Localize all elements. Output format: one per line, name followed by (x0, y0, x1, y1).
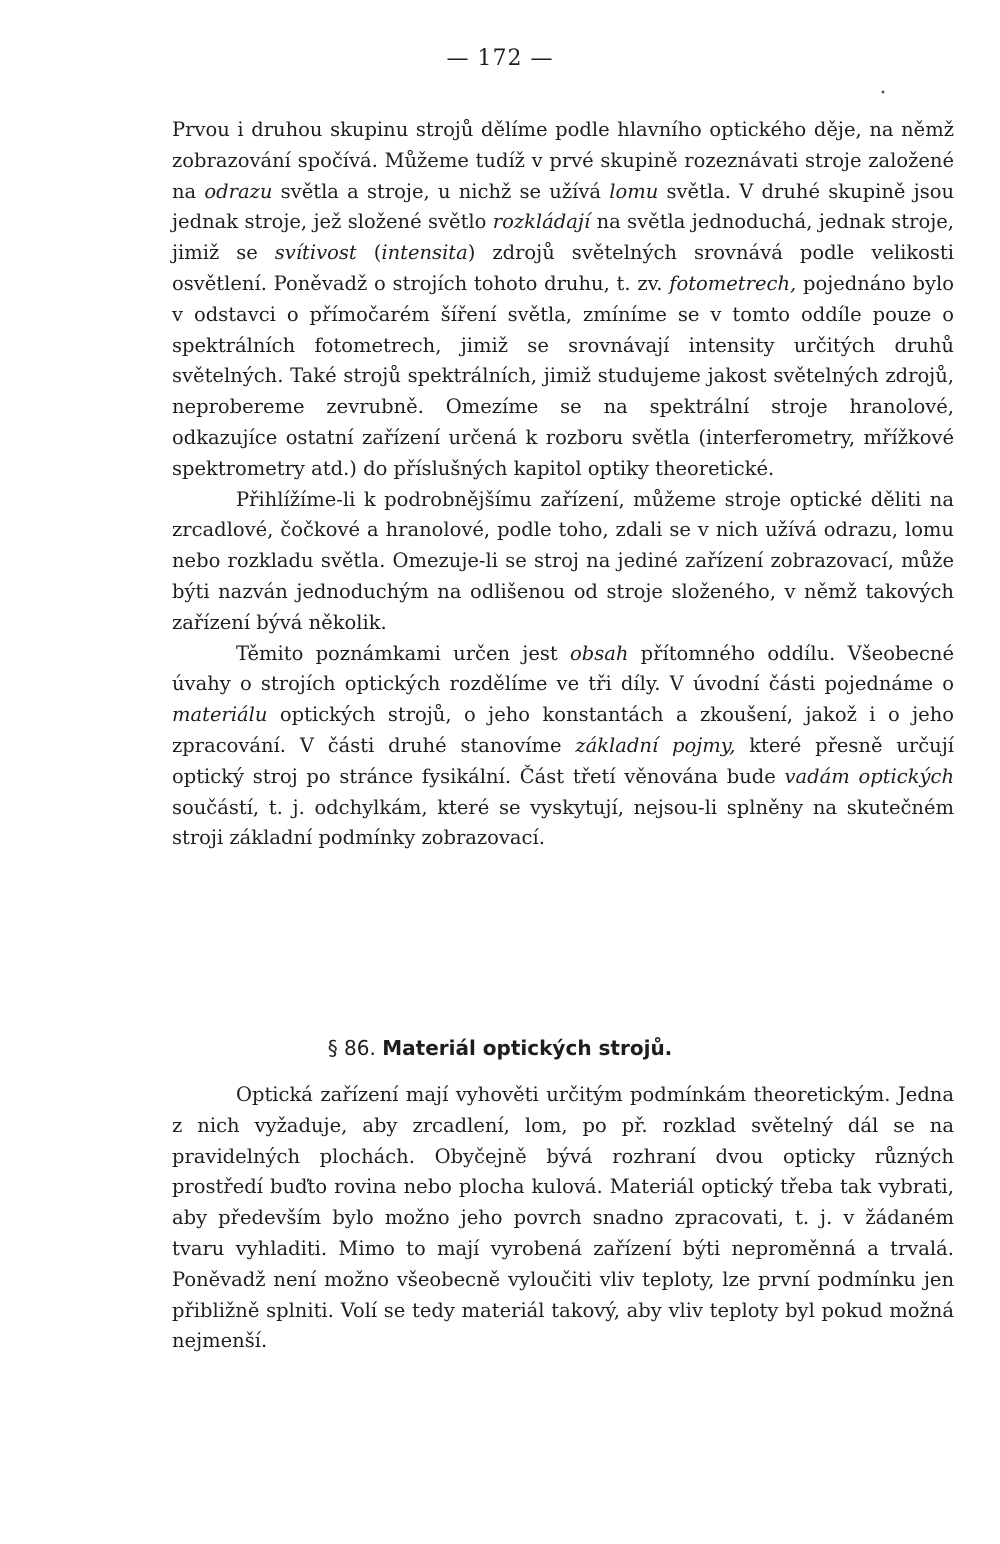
intro-paragraph-1: Prvou i druhou skupinu strojů dělíme podle hlavního optického děje, na němž zobrazování spočívá. Můžeme tudíž v prvé skupině rozeznávati stroje založené na odrazu světla a stroje, u nichž se užívá lomu světla. V druhé skupině jsou jednak stroje, jež složené světlo rozkládají na světla jednoduchá, jednak stroje, jimiž se svítivost (intensita) zdrojů světelných srovnává podle velikosti osvětlení. Poněvadž o strojích tohoto druhu, t. zv. fotometrech, pojednáno bylo v odstavci o přímočarém šíření světla, zmíníme se v tomto oddíle pouze o spektrálních fotometrech, jimiž se srovnávají intensity určitých druhů světelných. Také strojů spektrálních, jimiž studujeme jakost světelných zdrojů, neprobereme zevrubně. Omezíme se na spektrální stroje hranolové, odkazujíce ostatní zařízení určená k rozboru světla (interferometry, mřížkové spektrometry atd.) do příslušných kapitol optiky theoretické. (172, 118, 954, 480)
intro-paragraph-3: Těmito poznámkami určen jest obsah přítomného oddílu. Všeobecné úvahy o strojích optických rozdělíme ve tři díly. V úvodní části pojednáme o materiálu optických strojů, o jeho konstantách a zkoušení, jakož i o jeho zpracování. V části druhé stanovíme základní pojmy, které přesně určují optický stroj po stránce fysikální. Část třetí věnována bude vadám optických součástí, t. j. odchylkám, které se vyskytují, nejsou-li splněny na skutečném stroji základní podmínky zobrazovací. (172, 641, 954, 850)
emphasis-materialu: materiálu (172, 703, 268, 727)
section-text (172, 1080, 954, 1357)
section-number: § 86. (327, 1036, 376, 1060)
emphasis-zakladni-pojmy: základní pojmy, (575, 733, 736, 757)
page-number: — 172 — (446, 46, 554, 71)
emphasis-svitivost: svítivost (274, 241, 357, 265)
intro-paragraph-2: Přihlížíme-li k podrobnějšímu zařízení, můžeme stroje optické děliti na zrcadlové, čočkové a hranolové, podle toho, zdali se v nich užívá odrazu, lomu nebo rozkladu světla. Omezuje-li se stroj na jediné zařízení zobrazovací, může býti nazván jednoduchým na odlišenou od stroje složeného, v němž takových zařízení bývá několik. (172, 487, 954, 634)
intro-text (172, 115, 954, 854)
emphasis-rozkladaji: rozkládají (492, 210, 591, 234)
section-paragraph-1: Optická zařízení mají vyhověti určitým podmínkám theoretickým. Jedna z nich vyžaduje, aby zrcadlení, lom, po př. rozklad světelný dál se na pravidelných plochách. Obyčejně bývá rozhraní dvou opticky různých prostředí buďto rovina nebo plocha kulová. Materiál optický třeba tak vybrati, aby především bylo možno jeho povrch snadno zpracovati, t. j. v žádaném tvaru vyhladiti. Mimo to mají vyrobená zařízení býti neproměnná a trvalá. Poněvadž není možno všeobecně vyloučiti vliv teploty, lze první podmínku jen přibližně splniti. Volí se tedy materiál takový, aby vliv teploty byl pokud možná nejmenší. (172, 1083, 954, 1353)
emphasis-obsah: obsah (569, 641, 629, 665)
emphasis-intensita: intensita (381, 241, 468, 265)
section-title: Materiál optických strojů. (382, 1036, 673, 1060)
emphasis-lomu: lomu (609, 179, 659, 203)
emphasis-odrazu: odrazu (204, 179, 273, 203)
emphasis-vadam-optickych: vadám optických (784, 764, 954, 788)
print-speck: • (880, 88, 886, 99)
emphasis-fotometrech: fotometrech, (669, 271, 797, 295)
section-heading (0, 1036, 1000, 1060)
